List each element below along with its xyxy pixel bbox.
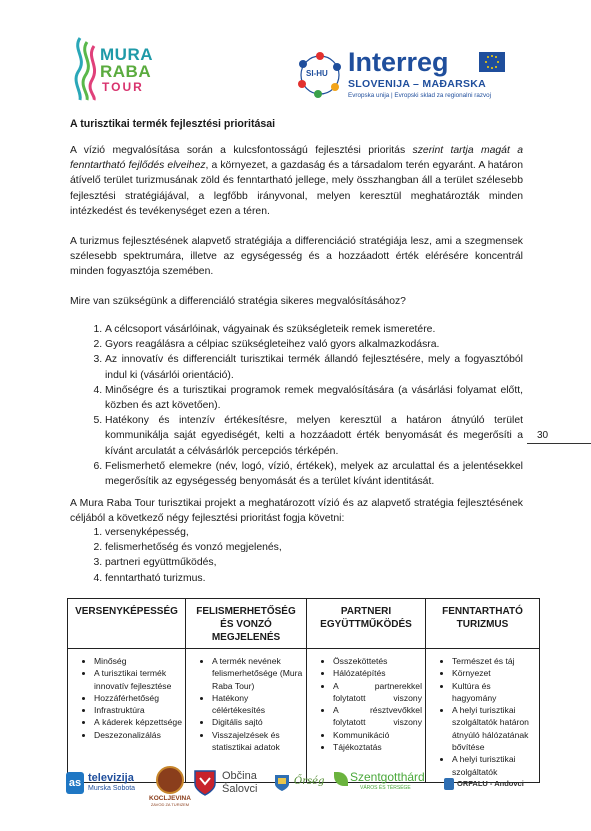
interreg-logo: [295, 48, 525, 104]
list-item: • Természet és táj: [452, 655, 536, 667]
priorities-list: [70, 525, 523, 586]
paragraph-3: A Mura Raba Tour turisztikai projekt a meghatározott vízió és az alapvető stratégia fejlesztésének céljából a következő négy fejlesztési prioritást fogja követni:: [70, 498, 523, 525]
list-item: • A káderek képzettsége: [94, 716, 182, 728]
mura-raba-tour-emblem: [70, 36, 102, 102]
mura-raba-tour-logo: [70, 36, 160, 102]
needs-item-5: 5. Hatékony és intenzív értékesítésre, melyen keresztül a határon átnyúló terület kommunikálja saját egyediségét, kelti a hozzáadott érték benyomását és megerősíti a kívánt arculatát a célvásárlók percepciós térképén.: [105, 413, 523, 459]
cell-sustainable-tourism: [426, 649, 540, 783]
szentgotthard-leaf-icon: [334, 772, 348, 786]
szentgotthard-name: Szentgotthárd: [350, 770, 425, 784]
list-item: • Deszezonalizálás: [94, 729, 182, 741]
priorities-table: [67, 598, 540, 783]
interreg-region: SLOVENIJA – MAĐARSKA: [348, 78, 487, 90]
list-item: • Hálózatépítés: [333, 667, 422, 679]
eu-flag-icon: [479, 52, 505, 72]
list-item: • A helyi turisztikai szolgáltatók: [452, 753, 536, 778]
header-sustainable-tourism: FENNTARTHATÓ TURIZMUS: [426, 599, 540, 649]
page-number-rule: [527, 443, 591, 444]
table-header-row: [68, 599, 540, 649]
needs-item-1: 1. A célcsoport vásárlóinak, vágyainak és szükségleteik remek ismeretére.: [105, 322, 523, 337]
televizija-name: televizija: [88, 772, 134, 784]
list-item: • Környezet: [452, 667, 536, 679]
list-item: • Hozzáférhetőség: [94, 692, 182, 704]
paragraph-2: A turizmus fejlesztésének alapvető stratégiája a differenciáció stratégiája lesz, ami a szegmensek szélesebb spektrumára, illetve az egységesség és a hozzáadott érték elérésére koncentrál minden fogyasztója szemében.: [70, 236, 523, 278]
list-item: • A termék nevének felismerhetősége (Mura Raba Tour): [212, 655, 303, 692]
mrt-line1: MURA: [100, 45, 153, 64]
orfalu-emblem-icon: [444, 778, 454, 790]
priority-item-4: 4. fenntartható turizmus.: [105, 571, 523, 586]
kocljevina-emblem-icon: [156, 766, 184, 794]
interreg-name: Interreg: [348, 47, 449, 77]
priority-item-2: 2. felismerhetőség és vonzó megjelenés,: [105, 540, 523, 555]
needs-item-2: 2. Gyors reagálásra a célpiac szükségleteihez való gyors alkalmazkodásra.: [105, 337, 523, 352]
si-hu-badge: SI-HU: [306, 69, 328, 78]
salovci-line2: Šalovci: [222, 783, 258, 795]
list-item: • Visszajelzések és statisztikai adatok: [212, 729, 303, 754]
needs-item-3: 3. Az innovatív és differenciált turisztikai termék állandó fejlesztésére, mely a fogyasztóból indul ki (vásárlói orientáció).: [105, 352, 523, 382]
list-item: • Összeköttetés: [333, 655, 422, 667]
orfalu-name: ORFALU - Andovci: [457, 779, 524, 788]
interreg-subtitle: Evropska unija | Evropski sklad za regionalni razvoj: [348, 92, 492, 99]
list-item: • Kommunikáció: [333, 729, 422, 741]
salovci-coat-of-arms-icon: [194, 770, 216, 796]
list-item: • A helyi turisztikai szolgáltatók határon átnyúló hálózatának bővítése: [452, 704, 536, 753]
list-item: • Minőség: [94, 655, 182, 667]
orseg-emblem-icon: [274, 774, 290, 792]
kocljevina-logo: [146, 766, 194, 807]
orseg-name: Őrség: [294, 776, 325, 787]
list-item: • Infrastruktúra: [94, 704, 182, 716]
list-item: • Tájékoztatás: [333, 741, 422, 753]
section-title: A turisztikai termék fejlesztési prioritásai: [70, 118, 276, 130]
paragraph-1-start: A vízió megvalósítása során a kulcsfontosságú fejlesztési prioritás: [70, 145, 413, 156]
list-item: • Kultúra és hagyomány: [452, 680, 536, 705]
list-item: • A résztvevőkkel folytatott viszony: [333, 704, 422, 729]
list-item: • Hatékony célértékesítés: [212, 692, 303, 717]
priority-item-1: 1. versenyképesség,: [105, 525, 523, 540]
priority-item-3: 3. partneri együttműködés,: [105, 555, 523, 570]
televizija-city: Murska Sobota: [88, 785, 136, 792]
szentgotthard-sub: VÁROS ÉS TÉRSÉGE: [360, 785, 411, 791]
cell-partnership: [307, 649, 426, 783]
needs-list: [70, 322, 523, 489]
page-number: 30: [537, 430, 549, 441]
paragraph-1-emphasis: szerint tartja magát a fenntartható fejlődés elveihez: [70, 145, 523, 172]
list-item: • Digitális sajtó: [212, 716, 303, 728]
kocljevina-name: KOCLJEVINA: [149, 795, 191, 802]
needs-item-4: 4. Minőségre és a turisztikai programok remek megvalósítására (a vásárlási folyamat előtt, közben és azt követően).: [105, 383, 523, 413]
list-item: • A partnerekkel folytatott viszony: [333, 680, 422, 705]
salovci-line1: Občina: [222, 770, 257, 782]
footer-logos: [66, 766, 536, 806]
mrt-line3: TOUR: [102, 80, 144, 94]
header-competitiveness: VERSENYKÉPESSÉG: [68, 599, 186, 649]
paragraph-1: [70, 143, 523, 219]
header-partnership: PARTNERI EGYÜTTMŰKÖDÉS: [307, 599, 426, 649]
mrt-line2: RABA: [100, 62, 152, 81]
kocljevina-sub: ZAVOD ZA TURIZEM: [150, 802, 190, 807]
tv-mark-icon: as: [66, 772, 84, 794]
cell-recognizability: [186, 649, 307, 783]
header-recognizability: FELISMERHETŐSÉG ÉS VONZÓ MEGJELENÉS: [186, 599, 307, 649]
needs-item-6: 6. Felismerhető elemekre (név, logó, vízió, értékek), melyek az arculattal és a jelentésekkel megerősítik az egységesség benyomását és a terület kívánt identitását.: [105, 459, 523, 489]
cell-competitiveness: [68, 649, 186, 783]
paragraph-1-rest: , a környezet, a gazdaság és a társadalom terén egyaránt. A határon átívelő terület turizmusának zöld és fenntartható jellege, mely összhangban áll a terület szélesebb fejlesztési stratégiájával, a legfőbb irányvonal, melyen keresztül meghatározták minden intézkedést és tevékenységet ezen a téren.: [70, 160, 523, 217]
table-body-row: [68, 649, 540, 783]
question-text: Mire van szükségünk a differenciáló stratégia sikeres megvalósításához?: [70, 296, 406, 307]
list-item: • A turisztikai termék innovatív fejlesztése: [94, 667, 182, 692]
